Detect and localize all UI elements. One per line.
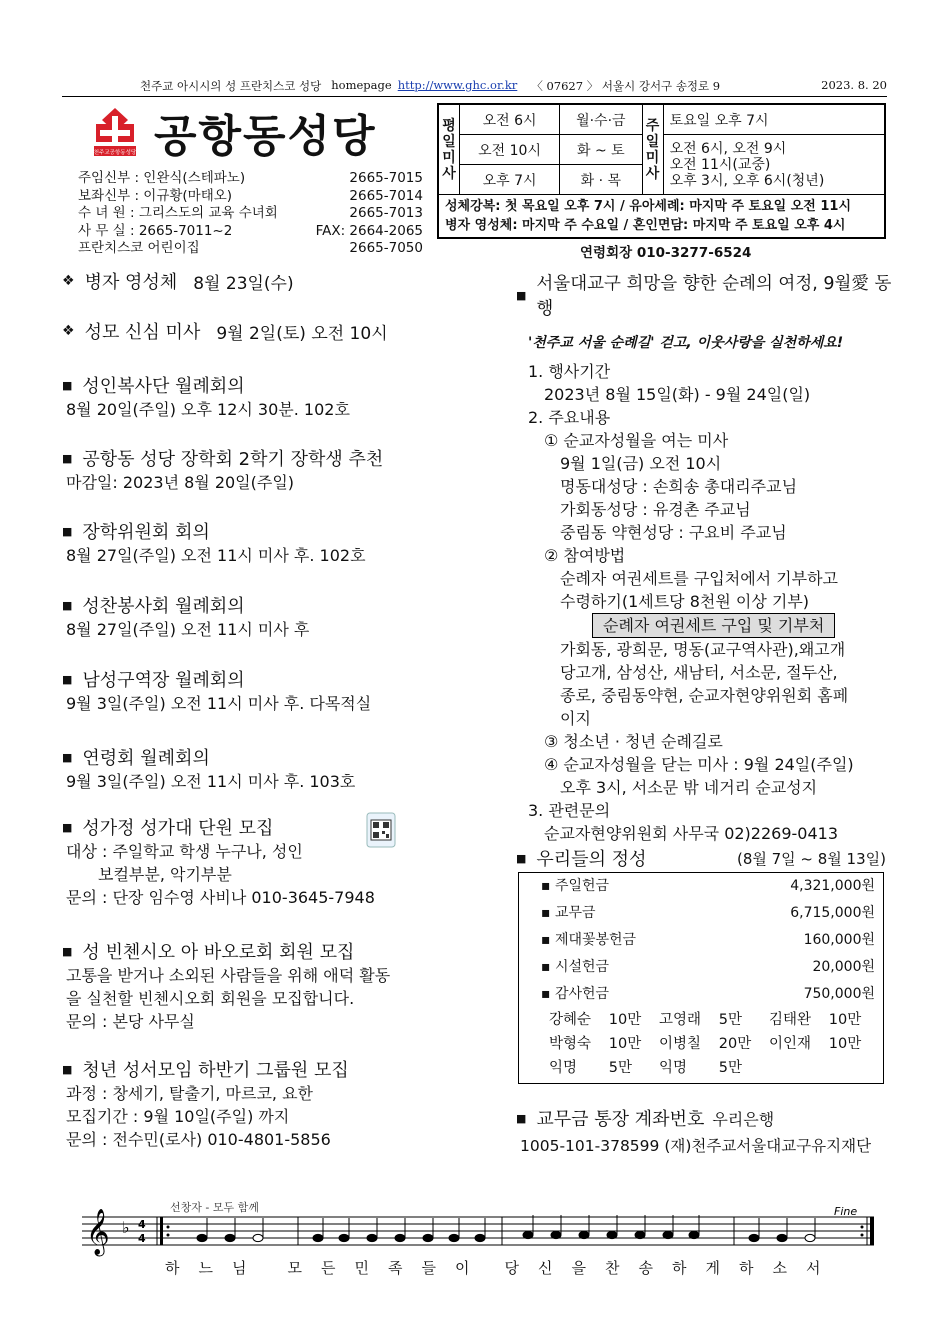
weekday-mass-label: 평일미사 (439, 105, 460, 195)
pilgrimage-line: 9월 1일(금) 오전 10시 (528, 454, 722, 473)
donor-list (519, 1008, 883, 1080)
notice-line: 문의 : 본당 사무실 (66, 1012, 195, 1031)
donor-entry: 김태완 (769, 1012, 812, 1028)
lyric-syllable: 하 (165, 1259, 180, 1277)
music-note (253, 1234, 263, 1241)
notice-line: 고통을 받거나 소외된 사람들을 위해 애덕 활동 (66, 966, 391, 985)
donor-entry: 10만 (608, 1012, 642, 1028)
offering-row (519, 954, 883, 981)
lyric-syllable: 하 (672, 1259, 687, 1277)
offering-period: (8월 7일 ~ 8월 13일) (736, 849, 886, 868)
notice-line: 8월 20일(주일) 오후 12시 30분. 102호 (66, 400, 350, 419)
square-bullet-icon: ■ (62, 672, 73, 686)
notice-line: 9월 3일(주일) 오전 11시 미사 후. 103호 (66, 772, 356, 791)
music-note (395, 1234, 405, 1241)
offering-box (518, 872, 884, 1084)
offering-amount: 20,000원 (812, 959, 875, 975)
lyric-syllable: 송 (638, 1259, 653, 1277)
square-bullet-icon: ■ (62, 524, 73, 538)
music-note (423, 1234, 433, 1241)
notice-title: 공항동 성당 장학회 2학기 장학생 추천 (82, 449, 384, 470)
pilgrimage-line: 명동대성당 : 손희송 총대리주교님 (528, 477, 798, 496)
notice-line: 문의 : 단장 임수영 사비나 010-3645-7948 (66, 888, 375, 907)
pilgrimage-line: 순례자 여권세트를 구입처에서 기부하고 (528, 569, 839, 588)
sacrament-info-1: 성체강복: 첫 목요일 오후 7시 / 유아세례: 마지막 주 토요일 오전 11시 (445, 199, 852, 214)
treble-clef-icon: 𝄞 (86, 1209, 110, 1255)
funeral-contact: 연령회장 010-3277-6524 (580, 245, 752, 261)
donor-entry: 익명 (549, 1060, 578, 1076)
sunday-mass-times (663, 135, 884, 195)
notice-heading (62, 744, 462, 770)
lyric-syllable: 든 (321, 1259, 336, 1277)
notice-line: 8월 27일(주일) 오전 11시 미사 후. 102호 (66, 546, 366, 565)
donor-entry: 20만 (718, 1036, 752, 1052)
staff-row (78, 170, 423, 188)
donor-entry (769, 1056, 825, 1080)
music-note (313, 1234, 323, 1241)
music-note (579, 1231, 589, 1238)
lyric-syllable: 이 (455, 1259, 470, 1277)
pilgrimage-line: 종로, 중림동약현, 순교자현양위원회 홈페 (528, 686, 849, 705)
lyric-syllable: 민 (354, 1259, 369, 1277)
weekday-days-2: 화 ~ 토 (560, 135, 642, 165)
square-bullet-icon: ■ (516, 288, 527, 302)
lyric-syllable: 을 (571, 1259, 586, 1277)
lyric-syllable: 느 (198, 1259, 213, 1277)
music-note (197, 1234, 207, 1241)
pilgrimage-line: ② 참여방법 (528, 546, 626, 565)
weekday-days-3: 화 · 목 (560, 165, 642, 195)
staff-row (78, 188, 423, 206)
square-bullet-icon: ■ (62, 820, 73, 834)
music-note (367, 1234, 377, 1241)
pilgrimage-line: 가회동, 광희문, 명동(교구역사관),왜고개 (528, 640, 846, 659)
account-title: 교무금 통장 계좌번호 (536, 1109, 705, 1130)
hymn-lyrics (165, 1257, 845, 1278)
notice-title: 성모 신심 미사 (84, 322, 201, 343)
music-leader-label: 선창자 - 모두 함께 (170, 1201, 259, 1214)
donor-entry: 익명 (659, 1060, 688, 1076)
notice-section (62, 268, 462, 294)
pilgrimage-line: 당고개, 삼성산, 새남터, 서소문, 절두산, (528, 663, 838, 682)
square-bullet-icon: ■ (516, 851, 527, 865)
staff-phone: 2665-7013 (349, 205, 423, 221)
music-note (663, 1231, 673, 1238)
qr-code-icon (366, 812, 396, 848)
staff-row (78, 205, 423, 223)
offering-amount: 4,321,000원 (790, 878, 875, 894)
staff-row (78, 223, 423, 241)
offering-amount: 6,715,000원 (790, 905, 875, 921)
sunday-mass-label: 주일미사 (642, 105, 663, 195)
notice-heading (62, 445, 462, 471)
sacrament-info (439, 195, 885, 238)
donor-entry: 10만 (828, 1012, 862, 1028)
staff-role: 수 녀 원 : 그리스도의 교육 수녀회 (78, 205, 278, 221)
notice-section (62, 666, 462, 715)
square-bullet-icon: ■ (62, 451, 73, 465)
donor-entry: 10만 (828, 1036, 862, 1052)
top-bar (62, 78, 887, 94)
pilgrimage-line: ③ 청소년 · 청년 순례길로 (528, 732, 723, 751)
notice-title: 성찬봉사회 월례회의 (82, 596, 245, 617)
pilgrimage-slogan: '천주교 서울 순례길' 걷고, 이웃사랑을 실천하세요! (528, 335, 844, 351)
passport-box-label: 순례자 여권세트 구입 및 기부처 (592, 613, 835, 638)
offering-name: ▪ 제대꽃봉헌금 (541, 932, 637, 948)
notice-line: 모집기간 : 9월 10일(주일) 까지 (66, 1107, 290, 1126)
pilgrimage-line: 중림동 약현성당 : 구요비 주교님 (528, 523, 787, 542)
donor-entry: 5만 (718, 1012, 743, 1028)
svg-text:♭: ♭ (122, 1218, 130, 1237)
offering-row (519, 981, 883, 1008)
homepage-label: homepage (331, 78, 392, 92)
pilgrimage-line: ① 순교자성월을 여는 미사 (528, 431, 729, 450)
notice-section (62, 1056, 462, 1151)
square-bullet-icon: ■ (62, 750, 73, 764)
sunday-mass-1: 토요일 오후 7시 (663, 105, 884, 135)
music-note (689, 1231, 699, 1238)
sunday-mass-3: 오전 11시(교중) (669, 156, 771, 173)
music-note (749, 1234, 759, 1241)
notice-title: 청년 성서모임 하반기 그룹원 모집 (82, 1060, 349, 1081)
diamond-bullet-icon: ❖ (62, 273, 75, 289)
pilgrimage-line: 오후 3시, 서소문 밖 네거리 순교성지 (528, 778, 818, 797)
address: 〈 07627 〉 서울시 강서구 송정로 9 (531, 79, 721, 93)
notice-line: 문의 : 전수민(로사) 010-4801-5856 (66, 1130, 331, 1149)
offering-header (516, 845, 886, 871)
notice-section (62, 744, 462, 793)
staff-role: 사 무 실 : 2665-7011~2 (78, 222, 233, 239)
offering-amount: 750,000원 (803, 986, 875, 1002)
notice-section (62, 518, 462, 567)
lyric-syllable: 소 (772, 1259, 787, 1277)
donor-entry: 10만 (608, 1036, 642, 1052)
pilgrimage-line: 3. 관련문의 (528, 801, 611, 820)
church-name: 공항동성당 (154, 111, 377, 162)
square-bullet-icon: ■ (62, 598, 73, 612)
notice-title: 성가정 성가대 단원 모집 (82, 818, 274, 839)
square-bullet-icon: ■ (516, 1111, 527, 1125)
logo-text: 천주교공항동성당 (93, 150, 137, 156)
offering-title: 우리들의 정성 (536, 849, 647, 870)
donor-entry: 이인재 (769, 1036, 812, 1052)
notice-heading (62, 268, 462, 294)
staff-list (78, 170, 423, 258)
staff-row (78, 240, 423, 258)
lyric-syllable: 님 (232, 1259, 247, 1277)
donor-entry: 고영래 (659, 1012, 702, 1028)
sacrament-info-2: 병자 영성체: 마지막 주 수요일 / 혼인면담: 마지막 주 토요일 오후 4시 (445, 218, 846, 233)
weekday-days-1: 월·수·금 (560, 105, 642, 135)
notice-heading (62, 938, 462, 964)
lyric-syllable: 서 (806, 1259, 821, 1277)
music-note (523, 1231, 533, 1238)
pilgrimage-line: 수령하기(1세트당 8천원 이상 기부) (528, 592, 810, 611)
donor-entry: 5만 (718, 1060, 743, 1076)
church-logo-icon (92, 106, 138, 158)
notice-heading (62, 518, 462, 544)
staff-phone: 2665-7015 (349, 170, 423, 186)
bulletin-date: 2023. 8. 20 (821, 78, 887, 92)
square-bullet-icon: ■ (62, 378, 73, 392)
notice-line: 보컬부분, 악기부분 (66, 865, 232, 884)
notice-section (62, 372, 462, 421)
pilgrimage-line: 2023년 8월 15일(화) - 9월 24일(일) (528, 385, 811, 404)
diamond-bullet-icon: ❖ (62, 323, 75, 339)
lyric-syllable: 신 (538, 1259, 553, 1277)
staff-phone: 2665-7014 (349, 187, 423, 204)
notice-line: 9월 3일(주일) 오전 11시 미사 후. 다목적실 (66, 694, 372, 713)
music-note (805, 1234, 815, 1241)
donor-entry: 박형숙 (549, 1036, 592, 1052)
offering-row (519, 927, 883, 954)
donor-entry: 강혜순 (549, 1012, 592, 1028)
staff-role: 보좌신부 : 이규황(마태오) (78, 187, 233, 204)
pilgrimage-line: 1. 행사기간 (528, 362, 611, 381)
notice-heading (62, 814, 462, 840)
notice-heading (62, 318, 462, 344)
sunday-mass-2: 오전 6시, 오전 9시 (669, 140, 787, 157)
music-note (225, 1234, 235, 1241)
weekday-time-2: 오전 10시 (460, 135, 560, 165)
notice-date: 8월 23일(수) (193, 273, 294, 294)
notice-section (62, 592, 462, 641)
notice-section (62, 445, 462, 494)
notice-section (62, 814, 462, 909)
notice-title: 성인복사단 월례회의 (82, 376, 245, 397)
account-section (516, 1105, 896, 1158)
music-note (607, 1231, 617, 1238)
notice-section (62, 318, 462, 344)
notice-title: 남성구역장 월례회의 (82, 670, 245, 691)
music-note (635, 1231, 645, 1238)
pilgrimage-line: 2. 주요내용 (528, 408, 611, 427)
notice-line: 마감일: 2023년 8월 20일(주일) (66, 473, 295, 492)
music-note (475, 1234, 485, 1241)
donor-entry: 5만 (608, 1060, 633, 1076)
mass-schedule (437, 103, 886, 239)
lyric-syllable: 찬 (605, 1259, 620, 1277)
svg-text:4: 4 (138, 1218, 146, 1231)
staff-role: 프란치스코 어린이집 (78, 240, 200, 256)
music-note (339, 1234, 349, 1241)
staff-phone: 2665-7050 (349, 240, 423, 256)
weekday-time-3: 오후 7시 (460, 165, 560, 195)
notice-heading (62, 666, 462, 692)
homepage-link[interactable]: http://www.ghc.or.kr (397, 78, 518, 92)
lyric-syllable: 모 (287, 1259, 302, 1277)
notice-line: 8월 27일(주일) 오전 11시 미사 후 (66, 620, 310, 639)
notice-line: 과정 : 창세기, 탈출기, 마르코, 요한 (66, 1084, 314, 1103)
notice-title: 병자 영성체 (84, 272, 178, 293)
weekday-time-1: 오전 6시 (460, 105, 560, 135)
music-note (777, 1234, 787, 1241)
staff-role: 주임신부 : 인완식(스테파노) (78, 170, 246, 186)
account-bank: 우리은행 (712, 1109, 775, 1129)
pilgrimage-line: ④ 순교자성월을 닫는 미사 : 9월 24일(주일) (528, 755, 854, 774)
account-number: 1005-101-378599 (재)천주교서울대교구유지재단 (520, 1137, 872, 1155)
offering-name: ▪ 감사헌금 (541, 986, 610, 1002)
notice-section (62, 938, 462, 1033)
notice-line: 대상 : 주일학교 학생 누구나, 성인 (66, 842, 303, 861)
notice-heading (62, 372, 462, 398)
donor-entry (829, 1056, 875, 1080)
pilgrimage-line: 가회동성당 : 유경촌 주교님 (528, 500, 751, 519)
svg-text:4: 4 (138, 1232, 146, 1245)
pilgrimage-section (516, 270, 896, 845)
donor-entry: 이병칠 (659, 1036, 702, 1052)
offering-name: ▪ 교무금 (541, 905, 596, 921)
notice-heading (62, 592, 462, 618)
pilgrimage-title: 서울대교구 희망을 향한 순례의 여정, 9월愛 동행 (536, 274, 892, 319)
offering-amount: 160,000원 (803, 932, 875, 948)
offering-row (519, 873, 883, 900)
lyric-syllable: 들 (421, 1259, 436, 1277)
lyric-syllable: 당 (504, 1259, 519, 1277)
pilgrimage-line: 이지 (528, 709, 591, 728)
notice-heading (62, 1056, 462, 1082)
notice-title: 성 빈첸시오 아 바오로회 회원 모집 (82, 942, 355, 963)
notice-date: 9월 2일(토) 오전 10시 (216, 323, 388, 344)
fine-label: Fine (834, 1205, 858, 1218)
lyric-syllable: 하 (739, 1259, 754, 1277)
notice-title: 장학위원회 회의 (82, 522, 210, 543)
square-bullet-icon: ■ (62, 944, 73, 958)
square-bullet-icon: ■ (62, 1062, 73, 1076)
pilgrimage-line: 순교자현양위원회 사무국 02)2269-0413 (528, 824, 839, 843)
parish-name: 천주교 아시시의 성 프란치스코 성당 (140, 79, 322, 93)
notice-title: 연령회 월례회의 (82, 748, 210, 769)
lyric-syllable: 족 (388, 1259, 403, 1277)
staff-phone: FAX: 2664-2065 (315, 222, 423, 239)
sunday-mass-4: 오후 3시, 오후 6시(청년) (669, 172, 825, 189)
offering-row (519, 900, 883, 927)
lyric-syllable: 게 (705, 1259, 720, 1277)
music-note (551, 1231, 561, 1238)
offering-name: ▪ 시설헌금 (541, 959, 610, 975)
offering-name: ▪ 주일헌금 (541, 878, 610, 894)
notice-line: 을 실천할 빈첸시오회 회원을 모집합니다. (66, 989, 355, 1008)
header-rule (62, 96, 887, 97)
music-note (449, 1234, 459, 1241)
